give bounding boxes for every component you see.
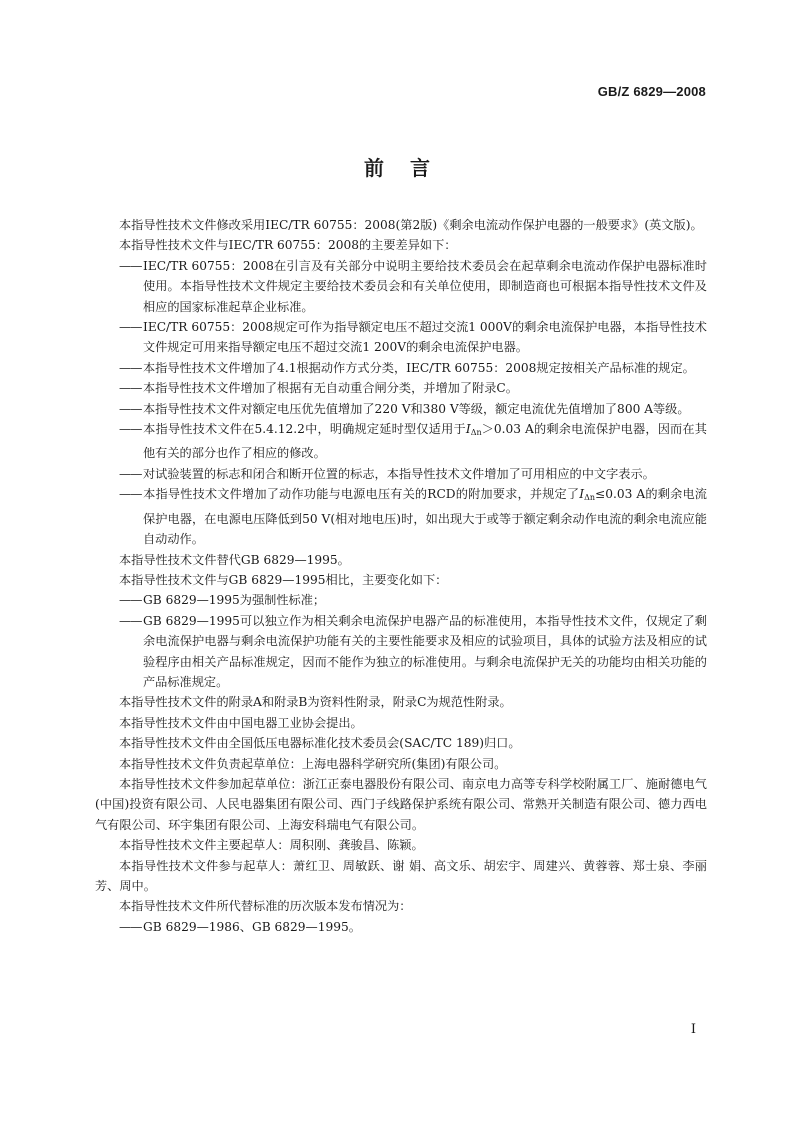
symbol-i: I	[579, 487, 585, 502]
dash-item	[95, 611, 707, 693]
dash-marker: ——	[119, 360, 142, 375]
residual-current-symbol	[579, 487, 595, 501]
dash-item-text: GB 6829—1995为强制性标准；	[143, 593, 326, 608]
symbol-subscript: Δn	[584, 493, 596, 503]
paragraph: 本指导性技术文件主要起草人：周积刚、龚骏昌、陈颖。	[119, 838, 424, 853]
paragraph: 本指导性技术文件的附录A和附录B为资料性附录，附录C为规范性附录。	[119, 695, 512, 710]
paragraph: 本指导性技术文件修改采用IEC/TR 60755：2008(第2版)《剩余电流动作保护电器的一般要求》(英文版)。	[119, 218, 703, 232]
dash-item	[95, 484, 707, 549]
dash-item-text: IEC/TR 60755：2008在引言及有关部分中说明主要给技术委员会在起草剩余电流动作保护电器标准时使用。本指导性技术文件规定主要给技术委员会和有关单位使用，即制造商也可根据本指导性技术文件及相应的国家标准起草企业标准。	[143, 258, 707, 314]
dash-item-text: 本指导性技术文件增加了根据有无自动重合闸分类，并增加了附录C。	[143, 381, 518, 396]
dash-item-text: 本指导性技术文件增加了4.1根据动作方式分类，IEC/TR 60755：2008规定按相关产品标准的规定。	[143, 360, 695, 375]
dash-item	[95, 917, 707, 937]
dash-marker: ——	[119, 381, 142, 396]
paragraph: 本指导性技术文件替代GB 6829—1995。	[119, 552, 350, 567]
dash-item-text: 对试验装置的标志和闭合和断开位置的标志，本指导性技术文件增加了可用相应的中文字表示。	[143, 466, 655, 481]
paragraph: 本指导性技术文件与GB 6829—1995相比，主要变化如下：	[119, 572, 448, 587]
dash-marker: ——	[119, 401, 142, 416]
dash-marker: ——	[119, 613, 142, 628]
foreword-body	[95, 215, 707, 937]
dash-item	[95, 590, 707, 610]
dash-marker: ——	[119, 422, 142, 437]
paragraph: 本指导性技术文件由全国低压电器标准化技术委员会(SAC/TC 189)归口。	[119, 736, 521, 751]
dash-item-text: 本指导性技术文件在5.4.12.2中，明确规定延时型仅适用于	[143, 422, 466, 437]
dash-item-text: IEC/TR 60755：2008规定可作为指导额定电压不超过交流1 000V的剩余电流保护电器，本指导性技术文件规定可用来指导额定电压不超过交流1 200V的剩余电流保护电器。	[143, 320, 707, 355]
paragraph: 本指导性技术文件参加起草单位：浙江正泰电器股份有限公司、南京电力高等专科学校附属工厂、施耐德电气(中国)投资有限公司、人民电器集团有限公司、西门子线路保护系统有限公司、常熟开关制造有限公司、德力西电气有限公司、环宇集团有限公司、上海安科瑞电气有限公司。	[95, 776, 707, 832]
dash-item	[95, 358, 707, 378]
dash-item	[95, 317, 707, 358]
dash-item	[95, 419, 707, 464]
dash-marker: ——	[119, 320, 142, 335]
paragraph: 本指导性技术文件与IEC/TR 60755：2008的主要差异如下：	[119, 238, 457, 253]
paragraph: 本指导性技术文件参与起草人：萧红卫、周敏跃、谢 娟、高文乐、胡宏宇、周建兴、黄蓉蓉、郑士泉、李丽芳、周中。	[95, 858, 707, 893]
symbol-i: I	[465, 422, 471, 437]
dash-marker: ——	[119, 258, 142, 273]
paragraph: 本指导性技术文件所代替标准的历次版本发布情况为：	[119, 899, 412, 914]
residual-current-symbol	[466, 422, 482, 436]
paragraph: 本指导性技术文件负责起草单位：上海电器科学研究所(集团)有限公司。	[119, 756, 507, 771]
dash-marker: ——	[119, 593, 142, 608]
dash-item-text: ＞0.03 A的剩余电流保护电器，因而在其他有关的部分也作了相应的修改。	[143, 422, 707, 461]
dash-item-text: GB 6829—1995可以独立作为相关剩余电流保护电器产品的标准使用，本指导性技术文件，仅规定了剩余电流保护电器与剩余电流保护功能有关的主要性能要求及相应的试验项目，具体的试验方法及相应的试验程序由相关产品标准规定，因而不能作为独立的标准使用。与剩余电流保护无关的功能均由相关功能的产品标准规定。	[143, 613, 707, 689]
standard-number: GB/Z 6829—2008	[597, 84, 706, 99]
dash-item	[95, 399, 707, 419]
dash-item-text: 本指导性技术文件对额定电压优先值增加了220 V和380 V等级，额定电流优先值增加了800 A等级。	[143, 401, 690, 416]
dash-marker: ——	[119, 487, 142, 502]
dash-item	[95, 256, 707, 317]
dash-item	[95, 378, 707, 398]
dash-marker: ——	[119, 466, 142, 481]
page-number: I	[690, 1022, 696, 1037]
dash-item-text: GB 6829—1986、GB 6829—1995。	[143, 919, 361, 934]
symbol-subscript: Δn	[470, 428, 482, 438]
dash-marker: ——	[119, 919, 142, 934]
dash-item-text: ≤0.03 A的剩余电流保护电器，在电源电压降低到50 V(相对地电压)时，如出现大于或等于额定剩余动作电流的剩余电流应能自动动作。	[143, 487, 707, 547]
dash-item-text: 本指导性技术文件增加了动作功能与电源电压有关的RCD的附加要求，并规定了	[143, 487, 580, 502]
page-title: 前言	[364, 156, 456, 180]
paragraph: 本指导性技术文件由中国电器工业协会提出。	[119, 715, 363, 730]
dash-item	[95, 464, 707, 484]
